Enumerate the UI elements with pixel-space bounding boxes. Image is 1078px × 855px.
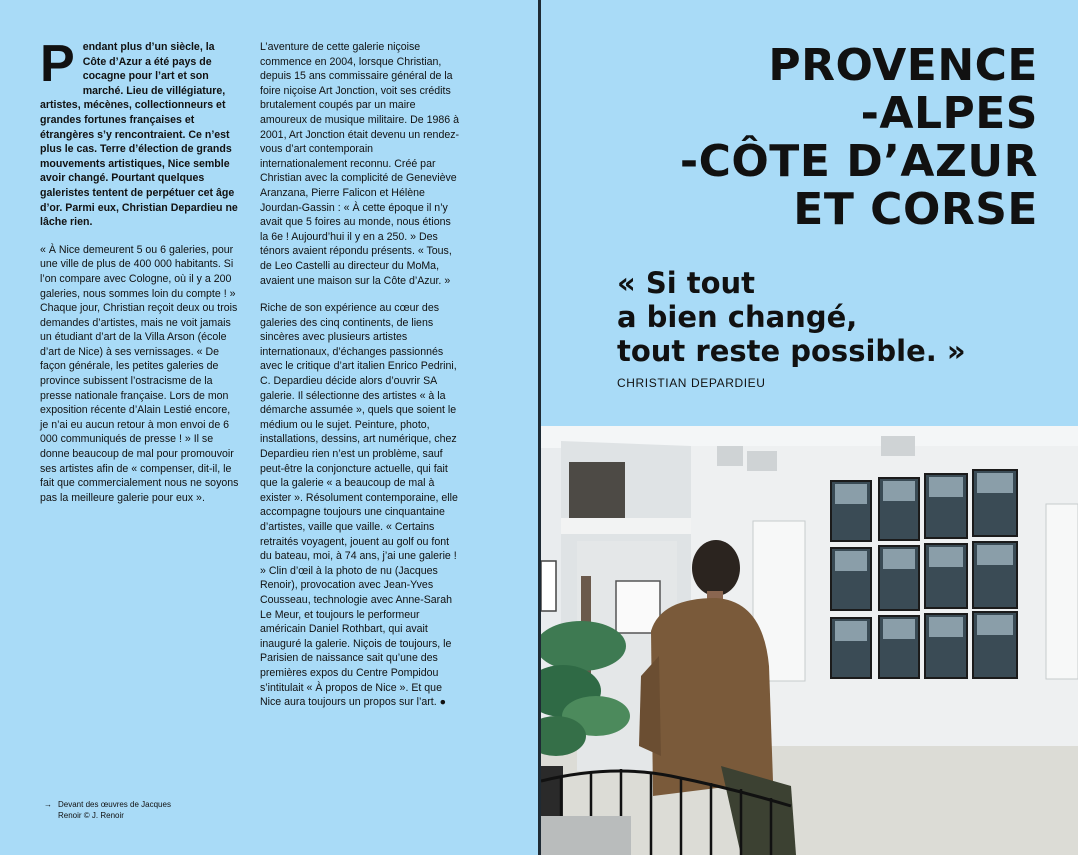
title-line: -ALPES [860,88,1038,139]
text-column-1 [40,35,240,518]
body-paragraph: Riche de son expérience au cœur des galeries des cinq continents, de liens sincères avec plusieurs artistes internationaux, d’échanges passionnés avec le critique d’art italien Enrico Pedrini, C. Depardieu décide alors d’ouvrir SA galerie. Il sélectionne des artistes « à la démarche assumée », quels que soient le médium ou le sujet. Peinture, photo, installations, dessins, art numérique, chez Depardieu rien n’est un problème, sauf peut-être la conjoncture actuelle, qui fait que la galerie « a beaucoup de mal à exister ». Résolument contemporaine, elle accompagne toujours une cinquantaine d’artistes, vaille que vaille. « Certains retraités voyagent, jouent au golf ou font du bateau, moi, à 74 ans, j’ai une galerie ! » Clin d’œil à la photo de nu (Jacques Renoir), provocation avec Jean-Yves Cousseau, technologie avec Anne-Sarah Le Meur, et toujours le performeur américain Daniel Rothbart, qui avait inauguré la galerie. Niçois de toujours, le Parisien de naissance sait qu’une des premières expos du Centre Pompidou s’intitulait « À propos de Nice ». Et que Nice aura toujours un propos sur l’art. ● [260,302,458,709]
arrow-right-icon: → [44,800,52,809]
title-line: PROVENCE [768,40,1038,91]
quote-line: a bien changé, [617,300,858,334]
drop-cap: P [40,35,75,93]
region-title [680,42,1038,234]
title-line: -CÔTE D’AZUR [679,136,1038,187]
lead-text: endant plus d’un siècle, la Côte d’Azur a été pays de cocagne pour l’art et son marché. Lieu de villégiature, artistes, mécènes, collectionneurs et grandes fortunes françaises et étrangères s’y rencontraient. Ce n’est plus le cas. Terre d’élection de grands mouvements artistiques, Nice semble avoir changé. Pourtant quelques galeristes tentent de perpétuer cet âge d’or. Parmi eux, Christian Depardieu ne lâche rien. [40,41,238,229]
body-paragraph: L’aventure de cette galerie niçoise commence en 2004, lorsque Christian, depuis 15 ans commissaire général de la foire niçoise Art Jonction, voit ses crédits brutalement coupés par un maire amoureux de musique militaire. De 1986 à 2001, Art Jonction était devenu un rendez-vous d’art contemporain internationalement reconnu. Créé par Christian avec la complicité de Geneviève Aranzana, Pierre Falicon et Hélène Jourdan-Gassin : « À cette époque il n’y avait que 5 foires au monde, nous étions la 6e ! Aujourd’hui il y en a 250. » Des ténors avaient répondu présents. « Tous, de Leo Castelli au directeur du MoMa, avaient une maison sur la Côte d’Azur. » [260,41,460,287]
title-line: ET CORSE [793,184,1038,235]
quote-line: tout reste possible. » [617,334,966,368]
photo-caption [44,799,184,821]
gallery-photo-illustration [541,426,1078,855]
lead-paragraph [40,35,240,230]
pull-quote [617,266,966,368]
body-paragraph: « À Nice demeurent 5 ou 6 galeries, pour une ville de plus de 400 000 habitants. Si l’on compare avec Cologne, où il y a 200 galeries, nous sommes loin du compte ! » Chaque jour, Christian reçoit deux ou trois demandes d’artistes, mais ne voit jamais un étudiant d’art de la Villa Arson (école d’art de Nice) à ses vernissages. « De façon générale, les petites galeries de province subissent l’ostracisme de la presse nationale française. Lors de mon exposition récente d’Alain Lestié encore, je n’ai eu aucun retour à mon envoi de 6 000 communiqués de presse ! » Il se donne beaucoup de mal pour promouvoir ses artistes afin de « compenser, dit-il, le fait que commercialement nous ne soyons pas la meilleure galerie pour eux ». [40,243,239,504]
quote-line: « Si tout [617,266,756,300]
gallery-photo [541,426,1078,855]
quote-author: CHRISTIAN DEPARDIEU [617,376,766,390]
caption-text: Devant des œuvres de Jacques Renoir © J. Renoir [58,800,171,820]
text-column-2 [260,40,460,723]
